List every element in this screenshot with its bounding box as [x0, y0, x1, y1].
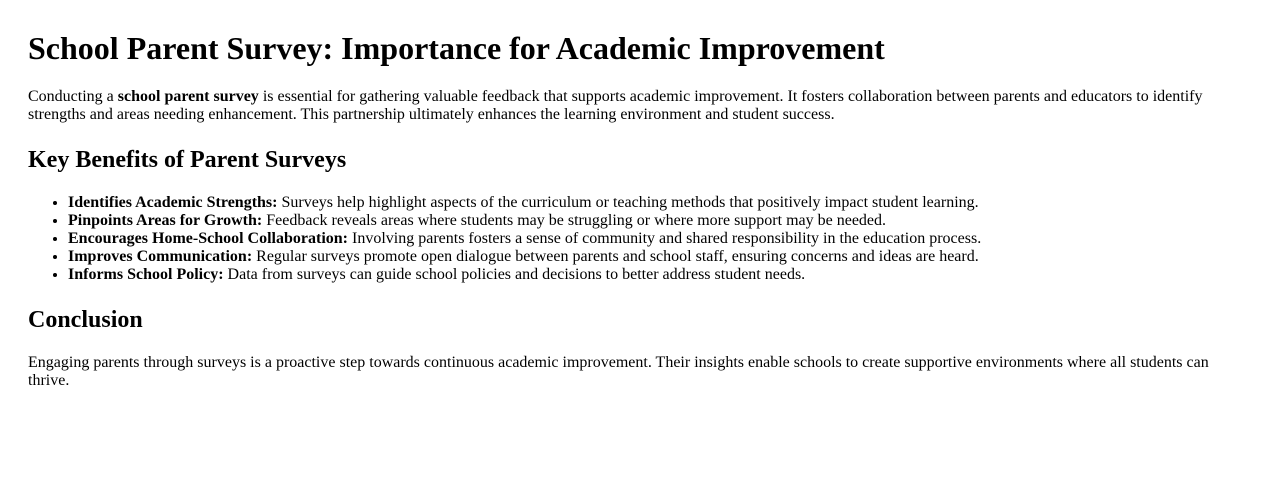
benefit-label: Improves Communication:	[68, 248, 253, 265]
list-item	[68, 194, 1250, 212]
intro-bold-term: school parent survey	[117, 88, 259, 105]
benefit-text: Regular surveys promote open dialogue between parents and school staff, ensuring concerns and ideas are heard.	[252, 248, 979, 265]
benefits-list	[28, 194, 1250, 284]
benefits-heading: Key Benefits of Parent Surveys	[28, 147, 347, 173]
benefit-text: Involving parents fosters a sense of community and shared responsibility in the education process.	[348, 230, 982, 247]
benefit-text: Feedback reveals areas where students may be struggling or where more support may be needed.	[262, 212, 887, 229]
benefit-label: Identifies Academic Strengths:	[68, 194, 278, 211]
list-item	[68, 248, 1250, 266]
benefit-text: Data from surveys can guide school policies and decisions to better address student needs.	[223, 266, 806, 283]
benefit-label: Informs School Policy:	[68, 266, 224, 283]
conclusion-heading: Conclusion	[28, 307, 143, 333]
list-item	[68, 212, 1250, 230]
benefit-label: Encourages Home-School Collaboration:	[68, 230, 348, 247]
intro-text-before: Conducting a	[28, 88, 118, 105]
conclusion-paragraph: Engaging parents through surveys is a proactive step towards continuous academic improvement. Their insights enable schools to create supportive environments where all students can thrive.	[28, 354, 1209, 389]
intro-text-after: is essential for gathering valuable feedback that supports academic improvement. It fosters collaboration between parents and educators to identify strengths and areas needing enhancement. This partnership ultimately enhances the learning environment and student success.	[28, 88, 1203, 123]
page-title: School Parent Survey: Importance for Academic Improvement	[28, 30, 885, 66]
page	[0, 30, 1278, 501]
benefit-text: Surveys help highlight aspects of the curriculum or teaching methods that positively impact student learning.	[277, 194, 979, 211]
intro-paragraph	[28, 88, 1218, 124]
list-item	[68, 230, 1250, 248]
list-item	[68, 266, 1250, 284]
benefit-label: Pinpoints Areas for Growth:	[68, 212, 263, 229]
